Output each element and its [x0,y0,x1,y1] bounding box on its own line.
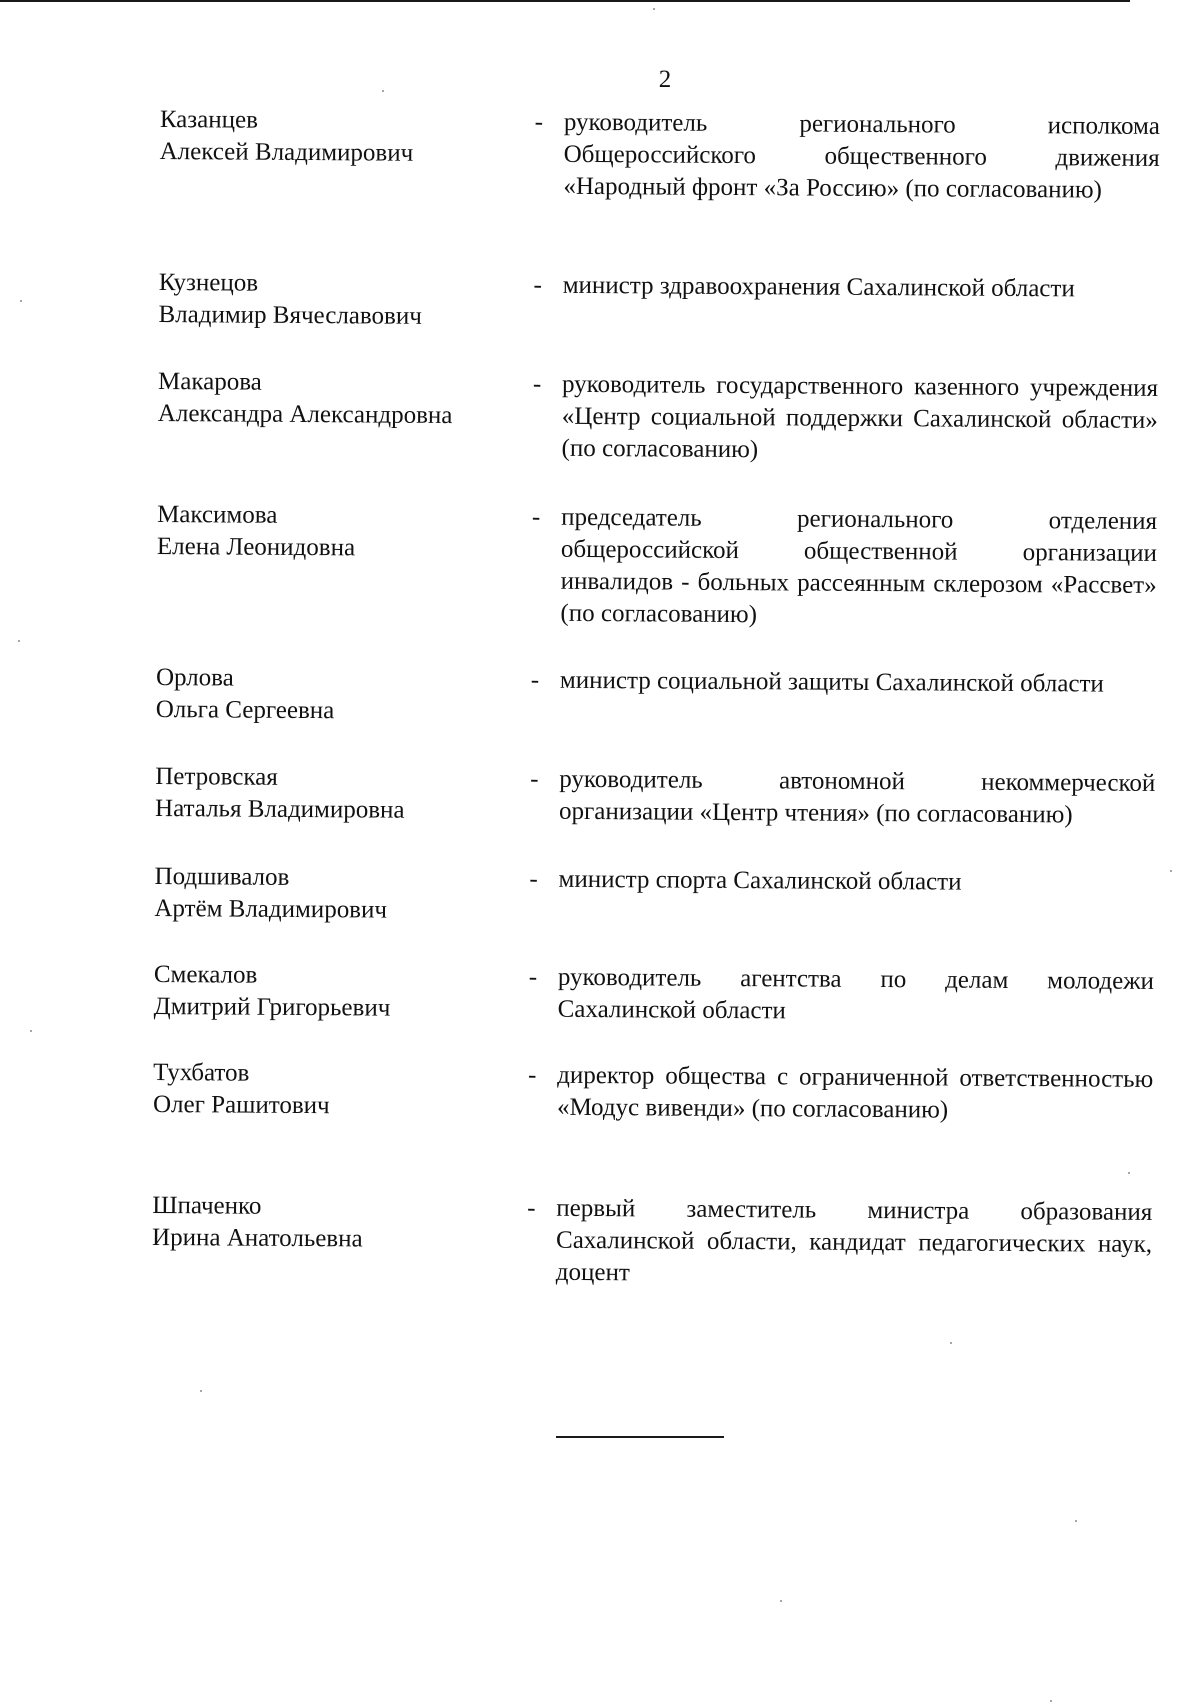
member-role: министр социальной защиты Сахалинской области [559,666,1104,698]
member-dash: - [531,503,541,531]
member-role: председатель регионального отделения общероссийской общественной организации инвалидов - больных рассеянным склерозом «Рассвет» (по согласованию) [560,503,1158,629]
scan-speck [1170,870,1172,872]
scan-speck [1050,1700,1052,1702]
member-role: первый заместитель министра образования Сахалинской области, кандидат педагогических наук, доцент [555,1194,1153,1287]
scan-speck [780,1600,782,1602]
member-name [157,499,497,565]
member-name [160,104,500,170]
member-role: министр спорта Сахалинской области [558,865,962,896]
member-surname: Подшивалов [154,862,290,891]
member-name [154,861,494,927]
member-given-name: Артём Владимирович [154,894,388,924]
member-dash: - [527,1194,536,1222]
member-entry [153,959,1154,1025]
member-role: руководитель автономной некоммерческой организации «Центр чтения» (по согласованию) [558,765,1156,829]
member-entry [157,366,1159,464]
member-given-name: Елена Леонидовна [156,532,356,562]
member-dash: - [528,963,538,991]
scan-speck [20,300,22,302]
member-surname: Шпаченко [152,1191,262,1220]
member-dash: - [533,271,542,299]
member-name [155,761,495,827]
scan-speck [200,1390,202,1392]
member-surname: Смекалов [153,960,258,989]
member-dash: - [532,370,542,398]
member-role: министр здравоохранения Сахалинской области [562,271,1075,303]
member-name [154,959,494,1025]
member-entry [151,1190,1153,1287]
member-entry [158,267,1159,330]
member-given-name: Александра Александровна [157,399,453,430]
scan-speck [653,8,655,10]
scan-speck [18,640,20,642]
member-role: руководитель регионального исполкома Общероссийского общественного движения «Народный фронт «За Россию» (по согласованию) [563,108,1160,204]
member-surname: Макарова [157,367,262,396]
member-surname: Максимова [157,500,278,529]
member-role: директор общества с ограниченной ответственностью «Модус вивенди» (по согласованию) [556,1061,1154,1124]
member-role: руководитель агентства по делам молодежи Сахалинской области [557,963,1154,1025]
member-dash: - [529,865,538,893]
member-given-name: Ольга Сергеевна [155,695,335,725]
member-list [151,104,1160,1287]
scan-speck [1128,1172,1130,1174]
closing-separator-line [556,1436,724,1438]
scan-speck [382,90,384,92]
top-border-line [0,0,1130,2]
member-given-name: Алексей Владимирович [159,137,414,167]
member-given-name: Олег Рашитович [152,1090,330,1120]
member-surname: Кузнецов [158,268,259,297]
member-surname: Петровская [155,762,278,791]
member-dash: - [530,666,540,694]
member-given-name: Дмитрий Григорьевич [153,992,391,1022]
member-entry [154,861,1155,924]
member-dash: - [534,108,544,136]
member-name [158,267,498,333]
scan-speck [950,1342,952,1344]
member-entry [155,662,1156,725]
scan-speck [30,1030,32,1032]
member-entry [156,499,1158,629]
member-name [158,366,498,432]
page-number: 2 [658,66,672,93]
scan-speck [1075,1520,1077,1522]
member-surname: Тухбатов [153,1058,250,1087]
member-entry [154,761,1156,829]
member-given-name: Ирина Анатольевна [151,1223,363,1253]
member-surname: Казанцев [159,105,259,134]
member-entry [152,1057,1154,1124]
member-given-name: Владимир Вячеславович [158,300,422,330]
member-entry [159,104,1160,204]
member-name [153,1057,493,1123]
member-dash: - [527,1061,537,1089]
member-role: руководитель государственного казенного учреждения «Центр социальной поддержки Сахалинской области» (по согласованию) [561,370,1159,464]
member-name [152,1190,492,1256]
member-dash: - [530,765,539,793]
member-name [156,662,496,728]
member-given-name: Наталья Владимировна [154,794,405,824]
member-surname: Орлова [155,663,234,692]
